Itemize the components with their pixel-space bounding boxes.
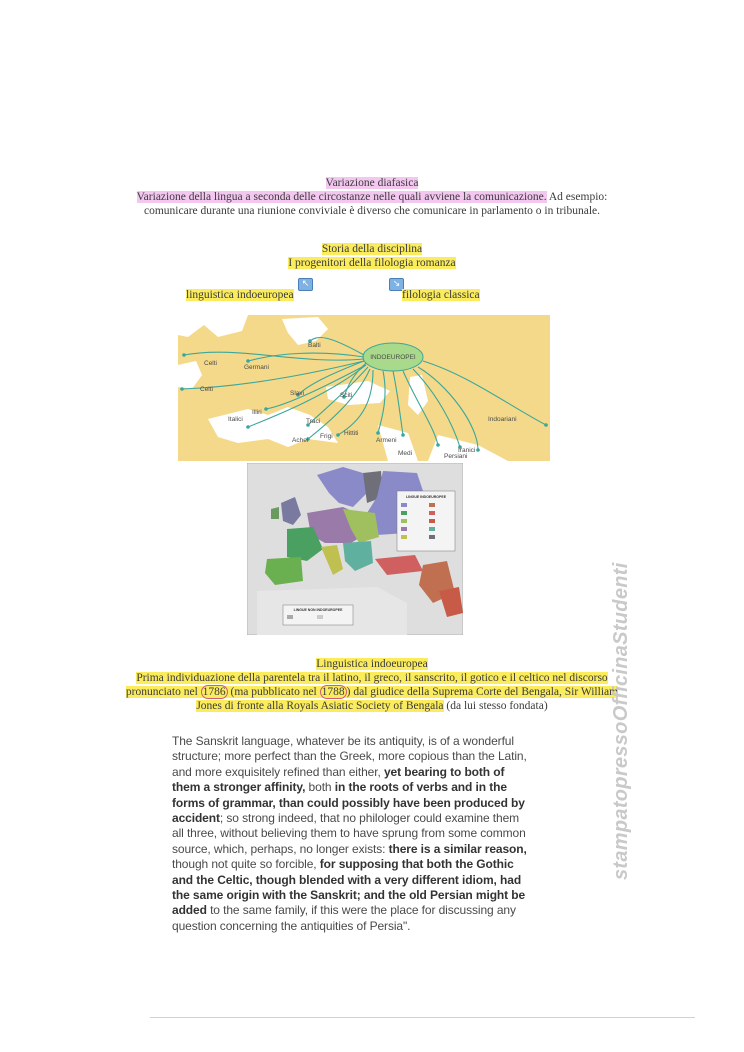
- label-germani: Germani: [244, 364, 269, 371]
- ie-line-2a: pronunciato nel: [125, 686, 201, 698]
- label-hittiti: Hittiti: [344, 430, 359, 437]
- label-medi: Medi: [398, 450, 413, 457]
- quote-line: structure; more perfect than the Greek, more copious than the Latin,: [172, 749, 527, 764]
- quote-line: [172, 888, 542, 903]
- bottom-rule: [150, 1017, 695, 1018]
- quote-bold: in the roots of verbs and in the: [334, 780, 507, 795]
- quote-bold: yet bearing to both of: [383, 764, 505, 779]
- quote-fragment: though not quite so forcible,: [172, 857, 320, 872]
- definition-highlight: Variazione della lingua a seconda delle circostanze nelle quali avviene la comunicazione.: [136, 191, 547, 203]
- legend-non-ie-title: LINGUE NON INDOEUROPEE: [293, 608, 343, 612]
- indoeuropean-migration-map: [178, 315, 550, 461]
- quote-bold: and the Celtic, though blended with a very different idiom, had: [172, 872, 522, 887]
- quote-line: [172, 857, 542, 872]
- quote-bold: them a stronger affinity,: [172, 780, 306, 795]
- label-frigi: Frigi: [320, 433, 333, 440]
- quote-line: all three, without believing them to have sprung from some common: [172, 826, 526, 841]
- definition-line-1: [0, 190, 744, 204]
- label-balti: Balti: [308, 342, 321, 349]
- arrow-down-right-icon: ↘: [389, 273, 404, 291]
- quote-line: The Sanskrit language, whatever be its antiquity, is of a wonderful: [172, 734, 514, 748]
- left-branch-text: linguistica indoeuropea: [186, 289, 294, 301]
- quote-fragment: to the same family, if this were the place for discussing any: [206, 903, 516, 918]
- label-sciti: Sciti: [340, 392, 353, 399]
- right-branch-label: [402, 288, 480, 302]
- quote-fragment: ; so strong indeed, that no philologer could examine them: [219, 811, 520, 826]
- label-indoariani: Indoariani: [488, 416, 517, 423]
- definition-line-2: comunicare durante una riunione conviviale è diverso che comunicare in parlamento o in tribunale.: [144, 205, 600, 217]
- label-persiani: Persiani: [444, 453, 468, 460]
- quote-fragment: and more exquisitely refined than either,: [172, 764, 384, 779]
- quote-line: [172, 811, 542, 826]
- label-iranici: Iranici: [458, 447, 476, 454]
- label-italici: Italici: [228, 416, 243, 423]
- history-title-text: Storia della disciplina: [321, 243, 423, 255]
- ie-line-2c: ) dal giudice della Suprema Corte del Bengala, Sir William: [346, 686, 619, 698]
- quote-line: question concerning the antiquities of Persia".: [172, 918, 411, 933]
- quote-bold: accident: [172, 811, 220, 826]
- label-celti: Celti: [200, 386, 214, 393]
- quote-bold: added: [172, 903, 207, 918]
- jones-quote: [172, 734, 542, 934]
- history-title: [0, 242, 744, 256]
- legend-title: LINGUE INDOEUROPEE: [405, 495, 447, 499]
- label-traci: Traci: [306, 418, 321, 425]
- quote-bold: forms of grammar, than could possibly have been produced by: [172, 795, 525, 810]
- quote-fragment: source, which, perhaps, no longer exists:: [172, 841, 389, 856]
- label-slavi: Slavi: [290, 390, 305, 397]
- quote-bold: for supposing that both the Gothic: [319, 857, 514, 872]
- history-subtitle: [0, 256, 744, 270]
- definition-rest: Ad esempio:: [546, 191, 608, 203]
- label-armeni: Armeni: [376, 437, 397, 444]
- title-text: Variazione diafasica: [325, 177, 419, 189]
- year-1786: 1786: [202, 686, 226, 698]
- quote-line: [172, 903, 542, 918]
- history-subtitle-text: I progenitori della filologia romanza: [288, 257, 456, 269]
- label-illiri: Illiri: [252, 409, 262, 416]
- quote-line: [172, 796, 542, 811]
- quote-line: [172, 765, 542, 780]
- right-branch-text: filologia classica: [402, 289, 480, 301]
- label-achei: Achei: [292, 437, 309, 444]
- quote-line: [172, 780, 542, 795]
- ie-line-3-highlight: Jones di fronte alla Royals Asiatic Society of Bengala: [196, 700, 444, 712]
- label-celti-north: Celti: [204, 360, 218, 367]
- watermark: stampatopressoOfficinaStudenti: [610, 562, 632, 880]
- ie-line-3-rest: (da lui stesso fondata): [443, 700, 548, 712]
- section-title-variazione: [0, 176, 744, 190]
- ie-line-2b: (ma pubblicato nel: [227, 686, 320, 698]
- left-branch-label: [186, 288, 294, 302]
- area-irish: [271, 507, 279, 519]
- arrow-up-left-icon: ↖: [298, 273, 313, 291]
- ie-line-1-text: Prima individuazione della parentela tra il latino, il greco, il sanscrito, il gotico e il celtico nel discorso: [136, 672, 608, 684]
- quote-bold: the same origin with the Sanskrit; and the old Persian might be: [172, 888, 526, 903]
- center-label: INDOEUROPEI: [370, 354, 416, 361]
- quote-bold: there is a similar reason,: [388, 841, 527, 856]
- quote-fragment: both: [305, 780, 335, 795]
- year-1788: 1788: [321, 686, 345, 698]
- indoeuropean-languages-map: [247, 463, 463, 635]
- quote-line: [172, 842, 542, 857]
- quote-line: [172, 873, 542, 888]
- ie-title-text: Linguistica indoeuropea: [316, 658, 428, 670]
